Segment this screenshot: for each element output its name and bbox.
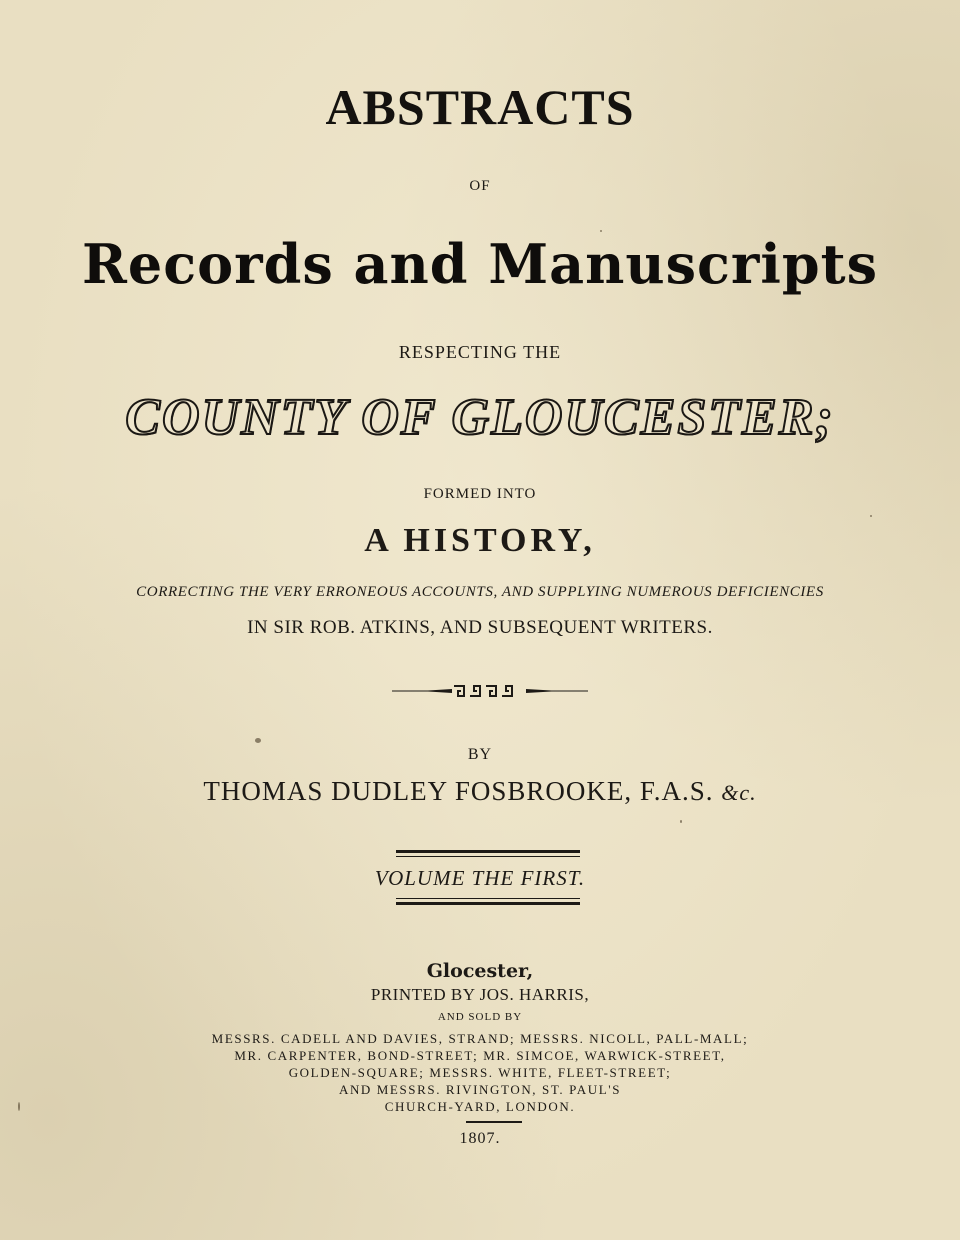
title-county-of-gloucester: COUNTY OF GLOUCESTER; [125,389,835,446]
bookseller-line: CHURCH-YARD, LONDON. [384,1099,576,1114]
subtitle-correcting: CORRECTING THE VERY ERRONEOUS ACCOUNTS, AND SUPPLYING NUMEROUS DEFICIENCIES [136,584,824,600]
bookseller-line: MR. CARPENTER, BOND-STREET; MR. SIMCOE, WARWICK-STREET, [234,1048,726,1063]
imprint-booksellers [0,1030,960,1115]
title-formed-into: FORMED INTO [423,486,537,502]
title-respecting-the: RESPECTING THE [398,342,562,362]
author-etc: &c. [721,780,757,805]
paper-speck [680,820,682,823]
imprint-year: 1807. [459,1130,501,1147]
double-rule-bottom [396,898,580,905]
fleuron-ornament-icon [390,680,590,702]
paper-speck [870,515,872,517]
bookseller-line: AND MESSRS. RIVINGTON, ST. PAUL'S [338,1082,622,1097]
bookseller-line: GOLDEN-SQUARE; MESSRS. WHITE, FLEET-STREET; [288,1065,672,1080]
imprint-sold-by: AND SOLD BY [437,1011,523,1023]
imprint-printer: PRINTED BY JOS. HARRIS, [370,985,590,1004]
double-rule-top [396,850,580,857]
title-abstracts: ABSTRACTS [325,79,635,135]
imprint-place: Glocester, [426,960,534,982]
author-name [0,776,960,807]
subtitle-in-sir-rob-atkins: IN SIR ROB. ATKINS, AND SUBSEQUENT WRITERS. [247,617,713,638]
bookseller-line: MESSRS. CADELL AND DAVIES, STRAND; MESSRS. NICOLL, PALL-MALL; [211,1031,749,1046]
paper-speck [255,738,261,743]
title-records-and-manuscripts: Records and Manuscripts [82,232,878,296]
paper-speck [18,1102,20,1111]
year-rule [466,1121,522,1123]
by-line: BY [467,746,493,763]
volume-label: VOLUME THE FIRST. [374,866,586,890]
paper-speck [600,230,602,232]
title-of: OF [469,178,491,194]
author-name-text: THOMAS DUDLEY FOSBROOKE, F.A.S. [203,776,714,806]
title-a-history: A HISTORY, [364,522,596,559]
